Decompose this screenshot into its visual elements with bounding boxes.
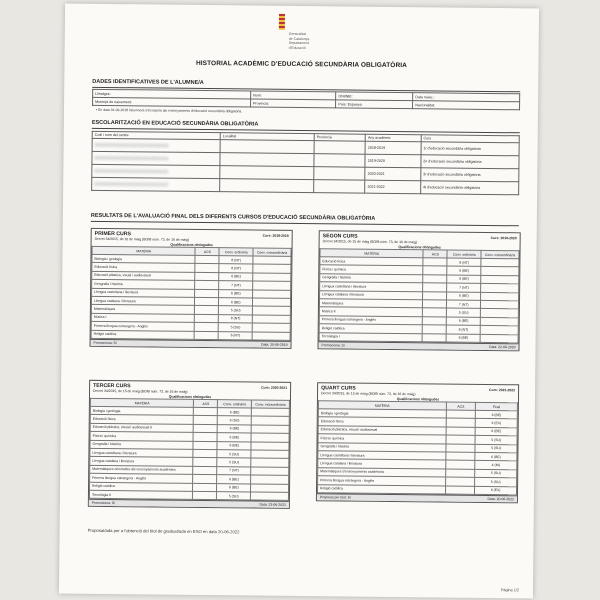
- decree-text: Decret 34/2015, de 10 de maig (BOIB núm. 73, de 16 de maig): [94, 236, 190, 242]
- ordinary-grade: 6 (BE): [447, 292, 481, 301]
- grades-table: [319, 248, 520, 343]
- ordinary-grade: 5 (SU): [217, 458, 251, 467]
- qualifications-title: Qualificacions obtingudes: [396, 397, 440, 402]
- final-grade: 5 (SU): [475, 477, 517, 486]
- redacted-text: [94, 155, 168, 160]
- ordinary-grade: 7 (NT): [219, 281, 253, 290]
- course-year: Curs: 2019-2020: [490, 236, 517, 241]
- subject-name: Llengua castellana i literatura: [90, 448, 194, 457]
- evaluation-date: Data: 22-06-2020: [489, 344, 516, 350]
- subject-name: Geografia i història: [320, 273, 424, 282]
- ordinary-grade: 6 (BE): [217, 433, 251, 442]
- ordinary-grade: 6 (BE): [219, 289, 253, 298]
- identity-table: [92, 89, 520, 110]
- promotion-status: Promociona: Sí: [91, 501, 116, 506]
- ordinary-grade: 8 (NT): [447, 325, 481, 334]
- enrolment-note: • En data 01-09-2018 l'alumne/a s'incorpora als ensenyaments d'educació secundària obligatòria.: [95, 107, 243, 114]
- course-year: Curs: 2021-2022: [489, 387, 516, 393]
- year-cell: 2019-2020: [365, 154, 421, 168]
- province-field: Província:: [251, 99, 336, 108]
- course-name: TERCER CURS: [93, 382, 131, 390]
- col-acs: ACS: [195, 247, 219, 255]
- col-acs: ACS: [194, 399, 218, 407]
- subject-name: Geografia i història: [92, 280, 196, 289]
- ordinary-grade: 8 (NT): [447, 258, 481, 267]
- ordinary-grade: 6 (BE): [447, 275, 481, 284]
- promotion-status: Proposat per títol: Sí: [319, 495, 351, 500]
- subject-name: Educació física: [90, 415, 194, 424]
- subject-name: Matemàtiques orientades als ensenyaments acadèmics: [90, 465, 194, 474]
- ordinary-grade: 6 (BE): [446, 334, 480, 343]
- col-final: Final: [476, 402, 518, 410]
- final-grade: 9 (EX): [475, 419, 517, 428]
- final-grade: 6 (BE): [475, 410, 517, 419]
- course-year: Curs: 2018-2019: [262, 233, 289, 238]
- col-year: Any acadèmic: [365, 134, 421, 142]
- promotion-bar: [89, 499, 289, 508]
- col-ordinary: Conv. ordinària: [219, 248, 253, 256]
- year-cell: 2021-2022: [365, 180, 421, 194]
- evaluation-date: Data: 23-06-2021: [259, 502, 286, 508]
- divider: [91, 221, 519, 226]
- subject-name: Llengua catalana i literatura: [91, 296, 195, 305]
- name-field: Nom:: [251, 91, 336, 100]
- logo-text-2: de Catalunya: [288, 36, 310, 41]
- subject-name: Geografia i història: [90, 440, 194, 449]
- municipality-field: Municipi de naixement:: [93, 97, 251, 107]
- ordinary-grade: 7 (NT): [447, 300, 481, 309]
- col-acs: ACS: [446, 402, 476, 410]
- ordinary-grade: 6 (BE): [447, 317, 481, 326]
- ordinary-grade: 6 (BE): [219, 298, 253, 307]
- ordinary-grade: 6 (BE): [217, 424, 251, 433]
- course-box-third: [88, 380, 291, 509]
- subject-name: Educació física: [92, 263, 196, 272]
- evaluation-date: Data: 20-06-2022: [487, 496, 514, 502]
- course-box-first: [90, 228, 293, 349]
- redacted-text: [94, 181, 168, 186]
- promotion-status: Promociona: Sí: [93, 340, 117, 345]
- col-locality: Localitat: [220, 133, 314, 141]
- col-ordinary: Conv. ordinària: [218, 400, 252, 408]
- grades-table: [317, 400, 518, 495]
- year-cell: 2018-2019: [365, 141, 421, 155]
- redacted-text: [95, 142, 169, 147]
- nationality-field: Nacionalitat:: [413, 101, 520, 110]
- subject-name: Física i química: [90, 431, 194, 440]
- institution-logo: [273, 12, 343, 57]
- subject-name: Biologia i geologia: [318, 409, 446, 419]
- subject-name: Educació plàstica, visual i audiovisual: [92, 271, 196, 280]
- ordinary-grade: 7 (NT): [217, 466, 251, 475]
- country-field: País: Espanya: [336, 100, 413, 109]
- subject-name: Religió catòlica: [319, 324, 423, 333]
- qualifications-title: Qualificacions obtingudes: [398, 245, 441, 250]
- subject-name: Religió catòlica: [91, 330, 195, 339]
- course-cell: 1r d'educació secundària obligatòria: [421, 142, 519, 156]
- page-number: Pàgina 1/2: [500, 588, 520, 593]
- subject-name: Tecnologia I: [319, 332, 423, 341]
- subject-name: Tecnologia II: [89, 490, 193, 499]
- final-grade: 5 (SU): [475, 469, 517, 478]
- subject-name: Llengua catalana i literatura: [318, 459, 446, 469]
- ordinary-grade: 8 (NT): [219, 256, 253, 265]
- subject-name: Llengua castellana i literatura: [318, 451, 446, 461]
- decree-text: Decret 34/2015, de 15 de maig (BOIB núm. 73, de 16 de maig): [93, 388, 188, 394]
- promotion-status: Promociona: Sí: [321, 343, 345, 348]
- final-grade: 6 (BE): [475, 427, 517, 436]
- subject-name: Biologia i geologia: [92, 254, 196, 263]
- subject-name: Física i química: [318, 434, 446, 444]
- col-acs: ACS: [423, 250, 447, 258]
- subject-name: Primera llengua estrangera - Anglès: [318, 476, 446, 486]
- subject-name: Religió catòlica: [317, 484, 445, 494]
- qualifications-title: Qualificacions obtingudes: [168, 394, 212, 400]
- logo-text-3: Departament: [288, 40, 309, 46]
- course-cell: 2n d'educació secundària obligatòria: [421, 155, 519, 169]
- col-subject: MATÈRIA: [92, 246, 196, 255]
- ordinary-grade: 8 (NT): [219, 264, 253, 273]
- ordinary-grade: 5 (SU): [217, 492, 251, 501]
- final-grade: 6 (BE): [475, 452, 517, 461]
- final-grade: 5 (SU): [475, 436, 517, 445]
- surnames-field: Llinatges:: [93, 89, 251, 99]
- schooling-heading: ESCOLARITZACIÓ EN EDUCACIÓ SECUNDÀRIA OBLIGATÒRIA: [91, 119, 259, 128]
- subject-name: Educació plàstica, visual i audiovisual II: [90, 423, 194, 432]
- course-box-second: [317, 230, 520, 351]
- col-ordinary: Conv. ordinària: [447, 250, 481, 258]
- final-grade: 5 (SU): [475, 444, 517, 453]
- flag-icon: [279, 14, 285, 30]
- ordinary-grade: 5 (SU): [219, 323, 253, 332]
- qualifications-title: Qualificacions obtingudes: [170, 242, 213, 248]
- ordinary-grade: 6 (BE): [217, 475, 251, 484]
- logo-text-4: d'Educació: [288, 45, 306, 50]
- course-cell: 4t d'educació secundària obligatòria: [420, 181, 518, 195]
- enrolment-note-text: En data 01-09-2018 l'alumne/a s'incorpora als ensenyaments d'educació secundària obligatòria.: [98, 107, 243, 114]
- course-box-fourth: [316, 382, 519, 503]
- col-subject: MATÈRIA: [320, 249, 424, 258]
- ordinary-grade: 6 (BE): [447, 266, 481, 275]
- ordinary-grade: 6 (SU): [218, 416, 252, 425]
- col-center: Codi i nom del centre: [92, 131, 220, 139]
- subject-name: Llengua castellana i literatura: [320, 282, 424, 291]
- ordinary-grade: 5 (SU): [447, 308, 481, 317]
- birthdate-field: Data naixe.:: [413, 93, 520, 102]
- subject-name: Matemàtiques: [319, 299, 423, 308]
- subject-name: Llengua castellana i literatura: [92, 288, 196, 297]
- promotion-bar: [91, 339, 291, 348]
- subject-name: Religió catòlica: [90, 482, 194, 491]
- subject-name: Matemàtiques d'ensenyaments acadèmics: [318, 467, 446, 477]
- promotion-bar: [317, 493, 517, 502]
- course-year: Curs: 2020-2021: [261, 385, 288, 390]
- schooling-table: [91, 131, 520, 195]
- final-grade: 6 (EX): [475, 486, 517, 495]
- col-extraordinary: Conv. extraordinària: [252, 400, 290, 408]
- redacted-text: [94, 168, 168, 173]
- dni-field: DNI/NIE:: [336, 92, 413, 101]
- grades-table: [89, 398, 290, 501]
- subject-name: Física i química: [320, 265, 424, 274]
- course-name: PRIMER CURS: [94, 230, 132, 238]
- course-cell: 3r d'educació secundària obligatòria: [421, 168, 519, 182]
- subject-name: Llengua catalana i literatura: [320, 290, 424, 299]
- course-name: QUART CURS: [321, 385, 356, 392]
- col-subject: MATÈRIA: [90, 398, 194, 407]
- promotion-bar: [319, 341, 519, 350]
- ordinary-grade: 6 (BE): [217, 441, 251, 450]
- subject-name: Educació física: [320, 257, 424, 266]
- ordinary-grade: 6 (BE): [218, 408, 252, 417]
- col-province: Província: [314, 134, 365, 142]
- decree-text: Decret 34/2015, de 15 de maig (BOIB núm. 73, de 16 de maig): [321, 391, 416, 397]
- col-extraordinary: Conv. extraordinària: [481, 250, 519, 258]
- document-title: HISTORIAL ACADÈMIC D'EDUCACIÓ SECUNDÀRIA OBLIGATÒRIA: [195, 59, 408, 70]
- ordinary-grade: 5 (SU): [219, 306, 253, 315]
- subject-name: Educació plàstica, visual i audiovisual: [318, 425, 446, 435]
- subject-name: Música I: [91, 313, 195, 322]
- subject-name: Primera llengua estrangera - Anglès: [91, 321, 195, 330]
- identity-heading: DADES IDENTIFICATIVES DE L'ALUMNE/A: [92, 78, 204, 86]
- subject-name: Música II: [319, 307, 423, 316]
- decree-text: Decret 34/2015, de 15 de maig (BOIB núm. 73, de 16 de maig): [322, 239, 418, 245]
- year-cell: 2020-2021: [365, 167, 421, 181]
- ordinary-grade: 8 (NT): [219, 314, 253, 323]
- col-course: Curs: [421, 135, 519, 143]
- results-heading: RESULTATS DE L'AVALUACIÓ FINAL DELS DIFERENTS CURSOS D'EDUCACIÓ SECUNDÀRIA OBLIGATÒRIA: [90, 212, 376, 222]
- ordinary-grade: 5 (SU): [217, 450, 251, 459]
- subject-name: Biologia i geologia: [90, 406, 194, 415]
- evaluation-date: Data: 20-06-2019: [261, 342, 288, 347]
- ordinary-grade: 6 (BE): [217, 483, 251, 492]
- subject-name: Llengua catalana i literatura: [90, 457, 194, 466]
- subject-name: Primera llengua estrangera - Anglès: [319, 315, 423, 324]
- ordinary-grade: 6 (NT): [218, 331, 252, 340]
- col-subject: MATÈRIA: [318, 401, 446, 410]
- col-extraordinary: Conv. extraordinària: [253, 248, 291, 256]
- ordinary-grade: 6 (BE): [219, 272, 253, 281]
- subject-name: Primera llengua estrangera - Anglès: [90, 473, 194, 482]
- logo-text-1: Generalitat: [288, 31, 306, 37]
- subject-name: Educació física: [318, 417, 446, 427]
- title-proposal: Proposat/ada per a l'obtenció del títol de graduat/ada en ESO en data 20-06-2022: [87, 527, 240, 535]
- document-page: [59, 4, 539, 599]
- ordinary-grade: 7 (NT): [447, 283, 481, 292]
- course-name: SEGON CURS: [322, 233, 358, 240]
- subject-name: Matemàtiques: [91, 305, 195, 314]
- subject-name: Geografia i història: [318, 442, 446, 452]
- grades-table: [91, 246, 292, 341]
- final-grade: 4 (IN): [475, 461, 517, 470]
